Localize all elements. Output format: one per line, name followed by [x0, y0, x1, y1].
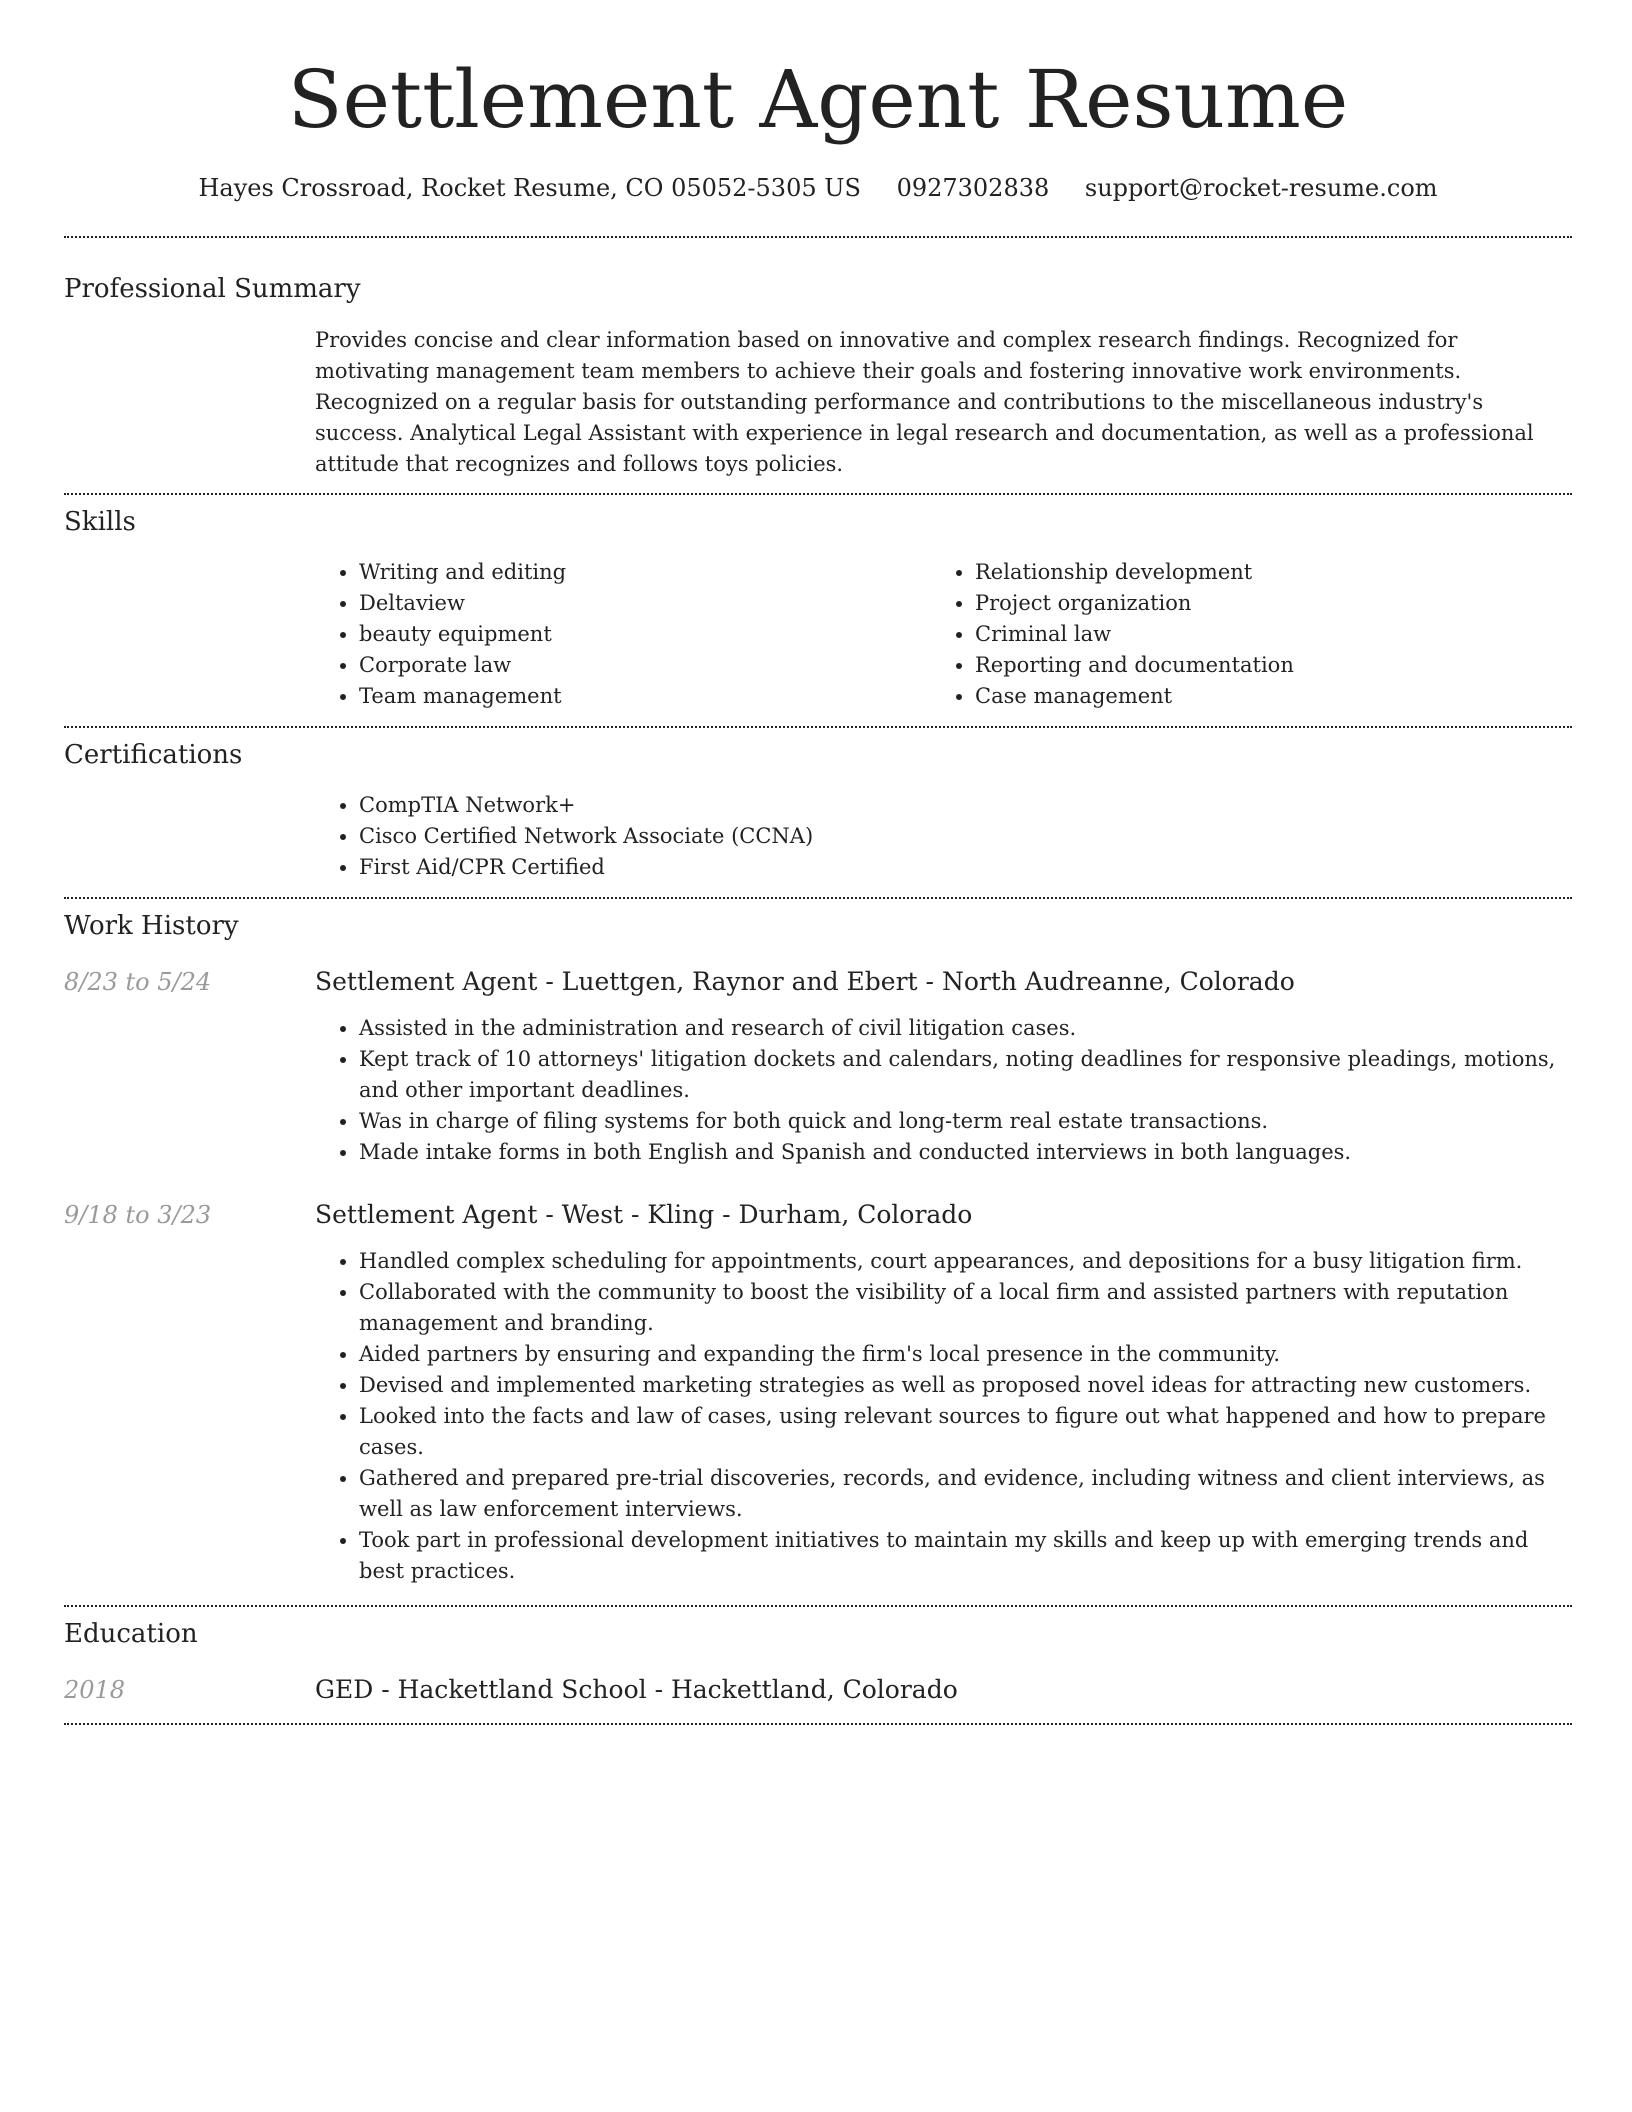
skill-item: • Case management: [975, 681, 1547, 712]
job-entry: [64, 1198, 1572, 1605]
job-title: Settlement Agent - West - Kling - Durham, Colorado: [315, 1200, 973, 1229]
job-bullet: • Collaborated with the community to boost the visibility of a local firm and assisted partners with reputation management and branding.: [359, 1277, 1572, 1339]
job-bullet: • Kept track of 10 attorneys' litigation dockets and calendars, noting deadlines for responsive pleadings, motions, and other important deadlines.: [359, 1044, 1572, 1106]
job-dates: 9/18 to 3/23: [64, 1201, 212, 1229]
summary-text: Provides concise and clear information based on innovative and complex research findings. Recognized for motivating management team members to achieve their goals and fostering innovative work environments. Recognized on a regular basis for outstanding performance and contributions to the miscellaneous industry's success. Analytical Legal Assistant with experience in legal research and documentation, as well as a professional attitude that recognizes and follows toys policies.: [315, 328, 1534, 476]
certification-item: • First Aid/CPR Certified: [359, 852, 1572, 883]
education-entry: [64, 1673, 1572, 1707]
job-bullet: • Gathered and prepared pre-trial discoveries, records, and evidence, including witness and client interviews, as well as law enforcement interviews.: [359, 1463, 1572, 1525]
job-bullet: • Assisted in the administration and research of civil litigation cases.: [359, 1013, 1572, 1044]
contact-line: [64, 172, 1572, 204]
certifications-section: [64, 728, 1572, 897]
certification-item: • Cisco Certified Network Associate (CCNA): [359, 821, 1572, 852]
skill-item: • Criminal law: [975, 619, 1547, 650]
job-bullet: • Made intake forms in both English and Spanish and conducted interviews in both languages.: [359, 1137, 1572, 1168]
job-entry: [64, 965, 1572, 1168]
skills-section: [64, 495, 1572, 726]
job-title: Settlement Agent - Luettgen, Raynor and Ebert - North Audreanne, Colorado: [315, 967, 1295, 996]
work-heading: Work History: [64, 911, 239, 941]
job-dates: 8/23 to 5/24: [64, 968, 212, 996]
skills-column-left: [315, 557, 931, 712]
job-bullet: • Took part in professional development initiatives to maintain my skills and keep up with emerging trends and best practices.: [359, 1525, 1572, 1587]
education-year: 2018: [64, 1676, 126, 1704]
divider: [64, 1723, 1572, 1725]
certification-item: • CompTIA Network+: [359, 790, 1572, 821]
job-bullet: • Devised and implemented marketing strategies as well as proposed novel ideas for attracting new customers.: [359, 1370, 1572, 1401]
job-bullet: • Aided partners by ensuring and expanding the firm's local presence in the community.: [359, 1339, 1572, 1370]
skill-item: • Reporting and documentation: [975, 650, 1547, 681]
summary-heading: Professional Summary: [64, 274, 361, 304]
skill-item: • Project organization: [975, 588, 1547, 619]
contact-email: support@rocket-resume.com: [1084, 174, 1438, 202]
education-section: [64, 1607, 1572, 1723]
skills-heading: Skills: [64, 507, 136, 537]
job-bullet: • Looked into the facts and law of cases, using relevant sources to figure out what happened and how to prepare cases.: [359, 1401, 1572, 1463]
certifications-list: [315, 790, 1572, 897]
summary-section: [64, 238, 1572, 493]
education-heading: Education: [64, 1619, 198, 1649]
skills-list: [315, 557, 1572, 726]
job-bullet: • Was in charge of filing systems for both quick and long-term real estate transactions.: [359, 1106, 1572, 1137]
skill-item: • Deltaview: [359, 588, 931, 619]
contact-address: Hayes Crossroad, Rocket Resume, CO 05052-5305 US: [198, 174, 861, 202]
skills-column-right: [931, 557, 1547, 712]
resume-page: [64, 0, 1572, 1725]
skill-item: • Relationship development: [975, 557, 1547, 588]
job-bullets: [315, 1013, 1572, 1168]
job-bullet: • Handled complex scheduling for appointments, court appearances, and depositions for a busy litigation firm.: [359, 1246, 1572, 1277]
skill-item: • beauty equipment: [359, 619, 931, 650]
contact-phone: 0927302838: [896, 174, 1050, 202]
job-body: [315, 1198, 1572, 1587]
work-section: [64, 899, 1572, 1605]
education-title: GED - Hackettland School - Hackettland, Colorado: [315, 1675, 958, 1704]
certifications-heading: Certifications: [64, 740, 243, 770]
skill-item: • Corporate law: [359, 650, 931, 681]
skill-item: • Team management: [359, 681, 931, 712]
resume-title: Settlement Agent Resume: [287, 53, 1349, 146]
job-body: [315, 965, 1572, 1168]
job-bullets: [315, 1246, 1572, 1587]
skill-item: • Writing and editing: [359, 557, 931, 588]
